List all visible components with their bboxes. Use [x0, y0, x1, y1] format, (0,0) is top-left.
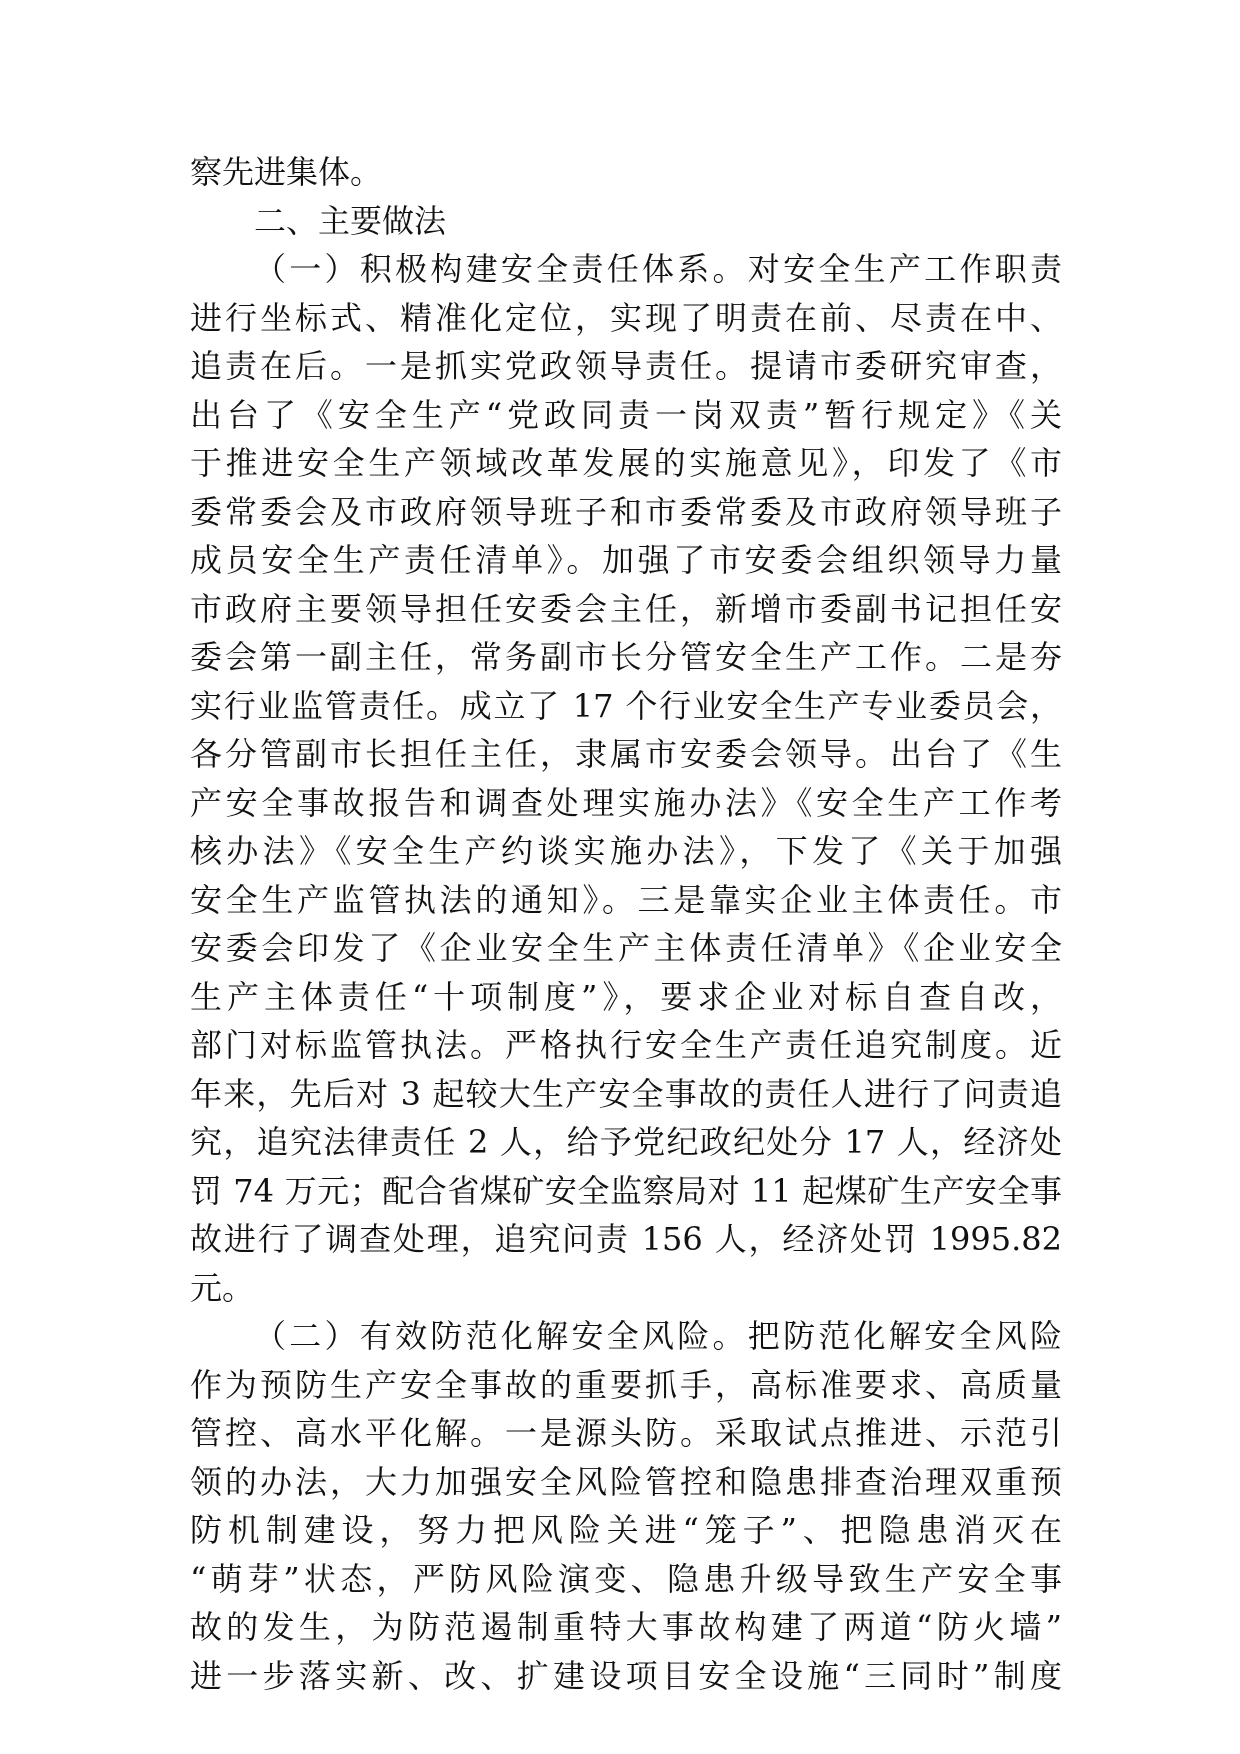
text-line: 于推进安全生产领域改革发展的实施意见》，印发了《市	[190, 444, 1062, 482]
text-line: 领的办法，大力加强安全风险管控和隐患排查治理双重预	[190, 1462, 1062, 1501]
text-line: 罚 74 万元；配合省煤矿安全监察局对 11 起煤矿生产安全事	[190, 1171, 1062, 1210]
text-line: 年来，先后对 3 起较大生产安全事故的责任人进行了问责追	[190, 1074, 1062, 1113]
text-line: 安全生产监管执法的通知》。三是靠实企业主体责任。市	[190, 880, 1062, 919]
text-line: 核办法》《安全生产约谈实施办法》，下发了《关于加强	[190, 832, 1062, 870]
text-line: 防机制建设，努力把风险关进“笼子”、把隐患消灭在	[190, 1511, 1062, 1549]
text-line: 故的发生，为防范遏制重特大事故构建了两道“防火墙”	[190, 1608, 1062, 1646]
text-line: 作为预防生产安全事故的重要抓手，高标准要求、高质量	[190, 1365, 1062, 1404]
text-line: 进一步落实新、改、扩建设项目安全设施“三同时”制度	[190, 1656, 1062, 1695]
paragraph-heading-line: （一）积极构建安全责任体系。对安全生产工作职责	[254, 250, 1062, 288]
text-line: 部门对标监管执法。严格执行安全生产责任追究制度。近	[190, 1026, 1062, 1064]
text-line: 产安全事故报告和调查处理实施办法》《安全生产工作考	[190, 783, 1062, 822]
text-line: 市政府主要领导担任安委会主任，新增市委副书记担任安	[190, 589, 1062, 628]
text-line: 管控、高水平化解。一是源头防。采取试点推进、示范引	[190, 1414, 1062, 1452]
paragraph-heading-line: （二）有效防范化解安全风险。把防范化解安全风险	[254, 1317, 1062, 1355]
text-line: 进行坐标式、精准化定位，实现了明责在前、尽责在中、	[190, 298, 1062, 337]
text-line: 究，追究法律责任 2 人，给予党纪政纪处分 17 人，经济处	[190, 1123, 1062, 1161]
text-line: 出台了《安全生产“党政同责一岗双责”暂行规定》《关	[190, 395, 1062, 434]
text-line: 故进行了调查处理，追究问责 156 人，经济处罚 1995.82	[190, 1220, 1062, 1258]
text-line: 追责在后。一是抓实党政领导责任。提请市委研究审查，	[190, 347, 1062, 385]
text-line: 委常委会及市政府领导班子和市委常委及市政府领导班子	[190, 492, 1062, 531]
text-line: 委会第一副主任，常务副市长分管安全生产工作。二是夯	[190, 638, 1062, 676]
text-line: 安委会印发了《企业安全生产主体责任清单》《企业安全	[190, 929, 1062, 967]
text-line: 察先进集体。	[190, 153, 383, 191]
text-line: 各分管副市长担任主任，隶属市安委会领导。出台了《生	[190, 735, 1062, 773]
text-line: “萌芽”状态，严防风险演变、隐患升级导致生产安全事	[190, 1559, 1062, 1598]
text-line: 元。	[190, 1268, 255, 1307]
document-body	[190, 148, 1062, 1700]
text-line: 成员安全生产责任清单》。加强了市安委会组织领导力量	[190, 541, 1062, 579]
text-line: 实行业监管责任。成立了 17 个行业安全生产专业委员会，	[190, 686, 1062, 725]
text-line: 生产主体责任“十项制度”》，要求企业对标自查自改，	[190, 977, 1062, 1016]
section-heading: 二、主要做法	[254, 201, 447, 240]
